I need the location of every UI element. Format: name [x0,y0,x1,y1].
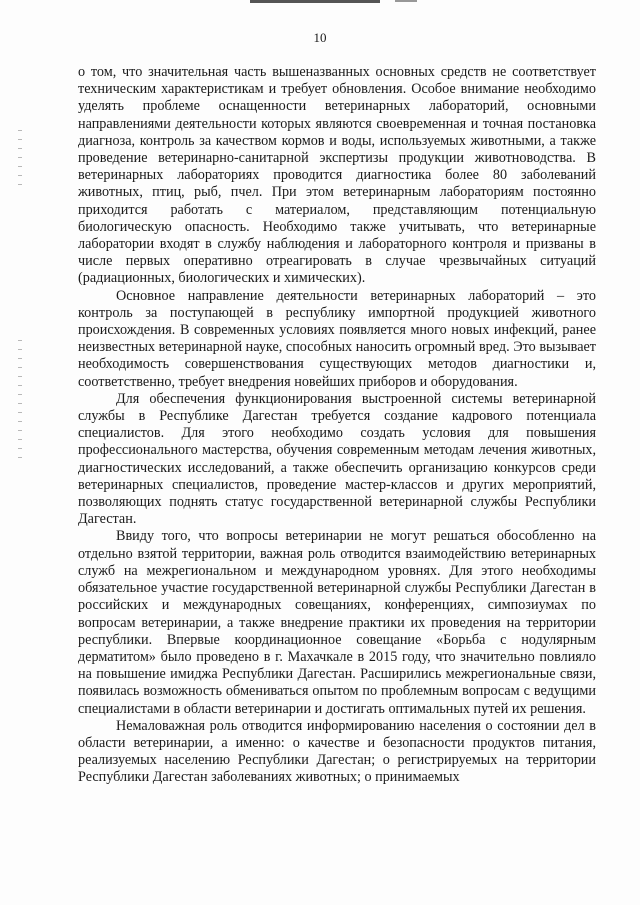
paragraph: Ввиду того, что вопросы ветеринарии не могут решаться обособленно на отдельно взятой территории, важная роль отводится взаимодействию ветеринарных служб на межрегиональном и международном уровнях. Для этого необходимы обязательное участие государственной ветеринарной службы Республики Дагестан в российских и международных совещаниях, конференциях, симпозиумах по вопросам ветеринарии, а также внедрение практики их проведения на территории республики. Впервые координационное совещание «Борьба с нодулярным дерматитом» было проведено в г. Махачкале в 2015 году, что значительно повлияло на повышение имиджа Республики Дагестан. Расширились межрегиональные связи, появилась возможность обмениваться опытом по проблемным вопросам с ведущими специалистами в области ветеринарии и достигать оптимальных путей их решения. [78,528,596,717]
scan-margin-marks [18,130,22,190]
body-text [78,64,596,787]
scan-margin-marks [18,340,22,460]
scan-artifact [250,0,380,3]
scan-artifact [395,0,417,2]
paragraph: о том, что значительная часть вышеназванных основных средств не соответствует техническим характеристикам и требует обновления. Особое внимание необходимо уделять проблеме оснащенности ветеринарных лабораторий, основными направлениями деятельности которых являются своевременная и точная постановка диагноза, контроль за качеством кормов и воды, используемых животными, а также проведение ветеринарно-санитарной экспертизы продукции животноводства. В ветеринарных лабораториях проводится диагностика более 80 заболеваний животных, птиц, рыб, пчел. При этом ветеринарным лабораториям постоянно приходится работать с материалом, представляющим потенциальную биологическую опасность. Необходимо также учитывать, что ветеринарные лаборатории входят в службу наблюдения и лабораторного контроля и призваны в числе первых оперативно отреагировать в случае чрезвычайных ситуаций (радиационных, биологических и химических). [78,64,596,287]
page-number: 10 [313,30,327,45]
paragraph: Для обеспечения функционирования выстроенной системы ветеринарной службы в Республике Дагестан требуется создание кадрового потенциала специалистов. Для этого необходимо создать условия для повышения профессионального мастерства, обучения современным методам лечения животных, диагностических исследований, а также обеспечить организацию конкурсов среди ветеринарных специалистов, проведение мастер-классов и других мероприятий, позволяющих поднять статус государственной ветеринарной службы Республики Дагестан. [78,390,596,528]
paragraph: Основное направление деятельности ветеринарных лабораторий – это контроль за поступающей в республику импортной продукцией животного происхождения. В современных условиях появляется много новых инфекций, ранее неизвестных ветеринарной науке, способных наносить огромный вред. Это вызывает необходимость совершенствования существующих методов диагностики и, соответственно, требует внедрения новейших приборов и оборудования. [78,287,596,390]
paragraph: Немаловажная роль отводится информированию населения о состоянии дел в области ветеринарии, а именно: о качестве и безопасности продуктов питания, реализуемых населению Республики Дагестан; о регистрируемых на территории Республики Дагестан заболеваниях животных; о принимаемых [78,717,596,786]
